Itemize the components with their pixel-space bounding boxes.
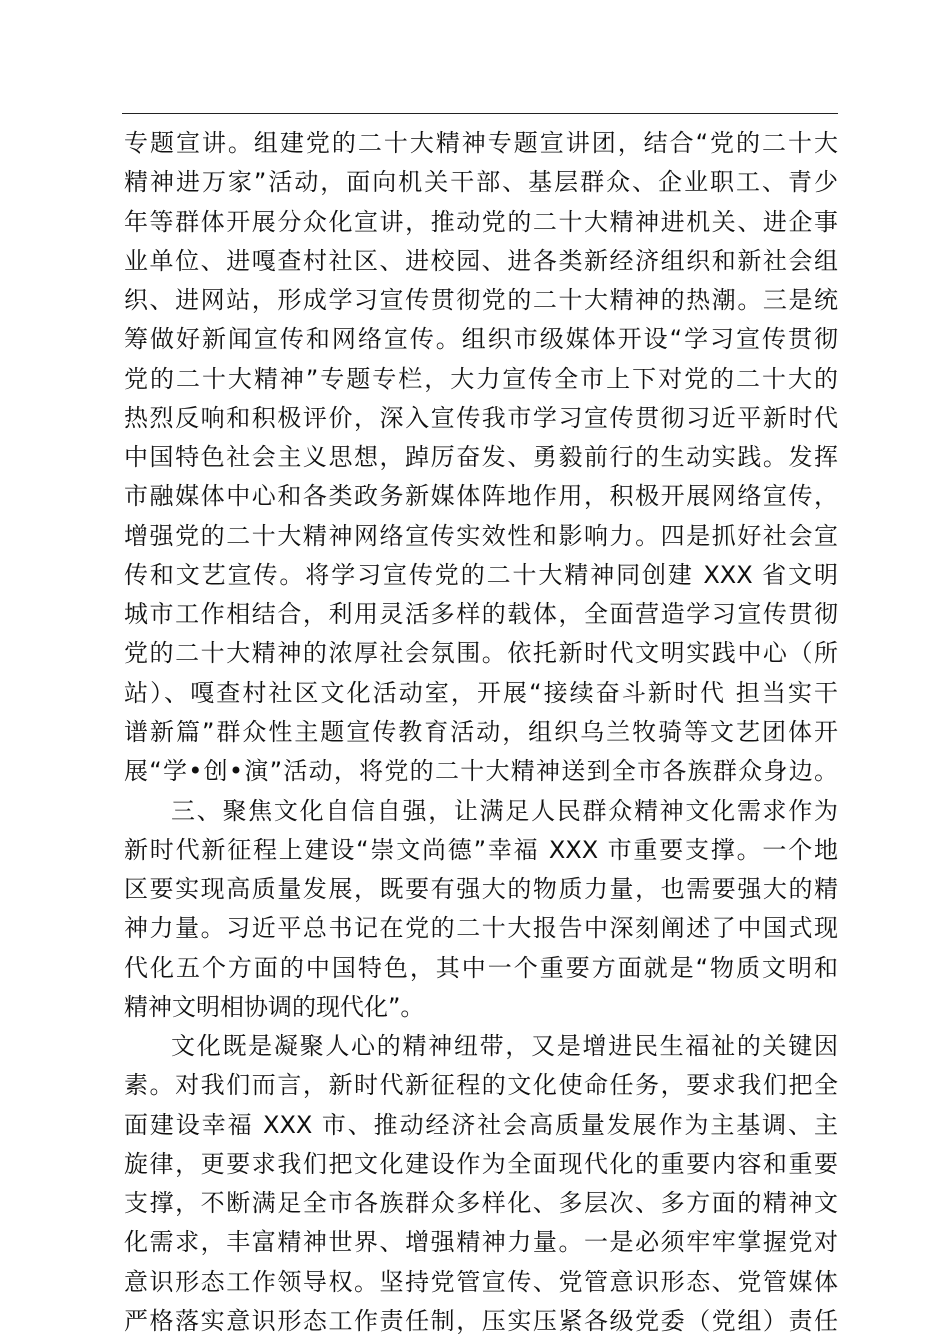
text-line: 筹做好新闻宣传和网络宣传。组织市级媒体开设“学习宣传贯彻	[124, 325, 838, 353]
text-line: 城市工作相结合，利用灵活多样的载体，全面营造学习宣传贯彻	[124, 600, 838, 628]
text-line: 支撑，不断满足全市各族群众多样化、多层次、多方面的精神文	[124, 1189, 838, 1217]
text-line: 区要实现高质量发展，既要有强大的物质力量，也需要强大的精	[124, 875, 838, 903]
text-line: 市融媒体中心和各类政务新媒体阵地作用，积极开展网络宣传，	[124, 482, 838, 510]
text-line: 增强党的二十大精神网络宣传实效性和影响力。四是抓好社会宣	[124, 522, 838, 550]
text-line: 意识形态工作领导权。坚持党管宣传、党管意识形态、党管媒体	[124, 1268, 838, 1296]
text-line: 谱新篇”群众性主题宣传教育活动，组织乌兰牧骑等文艺团体开	[124, 718, 838, 746]
text-line: 面建设幸福 XXX 市、推动经济社会高质量发展作为主基调、主	[124, 1111, 838, 1139]
text-line: 旋律，更要求我们把文化建设作为全面现代化的重要内容和重要	[124, 1150, 838, 1178]
paragraph-first-line: 文化既是凝聚人心的精神纽带，又是增进民生福祉的关键因	[171, 1032, 838, 1060]
text-line: 党的二十大精神的浓厚社会氛围。依托新时代文明实践中心（所	[124, 639, 838, 667]
text-line: 神力量。习近平总书记在党的二十大报告中深刻阐述了中国式现	[124, 914, 838, 942]
text-line: 新时代新征程上建设“崇文尚德”幸福 XXX 市重要支撑。一个地	[124, 836, 838, 864]
text-line: 热烈反响和积极评价，深入宣传我市学习宣传贯彻习近平新时代	[124, 404, 838, 432]
text-line: 精神进万家”活动，面向机关干部、基层群众、企业职工、青少	[124, 168, 838, 196]
paragraph-heading-line: 三、聚焦文化自信自强，让满足人民群众精神文化需求作为	[171, 797, 838, 825]
text-line: 年等群体开展分众化宣讲，推动党的二十大精神进机关、进企事	[124, 208, 838, 236]
text-line: 展“学•创•演”活动，将党的二十大精神送到全市各族群众身边。	[124, 757, 838, 785]
text-line: 党的二十大精神”专题专栏，大力宣传全市上下对党的二十大的	[124, 365, 838, 393]
text-line: 业单位、进嘎查村社区、进校园、进各类新经济组织和新社会组	[124, 247, 838, 275]
text-line: 专题宣讲。组建党的二十大精神专题宣讲团，结合“党的二十大	[124, 129, 838, 157]
text-line: 站）、嘎查村社区文化活动室，开展“接续奋斗新时代 担当实干	[124, 679, 838, 707]
header-rule	[122, 113, 838, 114]
text-line: 素。对我们而言，新时代新征程的文化使命任务，要求我们把全	[124, 1071, 838, 1099]
text-line: 精神文明相协调的现代化”。	[124, 993, 425, 1021]
text-line: 化需求，丰富精神世界、增强精神力量。一是必须牢牢掌握党对	[124, 1228, 838, 1256]
text-line: 传和文艺宣传。将学习宣传党的二十大精神同创建 XXX 省文明	[124, 561, 838, 589]
text-line: 严格落实意识形态工作责任制，压实压紧各级党委（党组）责任	[124, 1307, 838, 1335]
text-line: 织、进网站，形成学习宣传贯彻党的二十大精神的热潮。三是统	[124, 286, 838, 314]
text-line: 代化五个方面的中国特色，其中一个重要方面就是“物质文明和	[124, 954, 838, 982]
text-line: 中国特色社会主义思想，踔厉奋发、勇毅前行的生动实践。发挥	[124, 443, 838, 471]
